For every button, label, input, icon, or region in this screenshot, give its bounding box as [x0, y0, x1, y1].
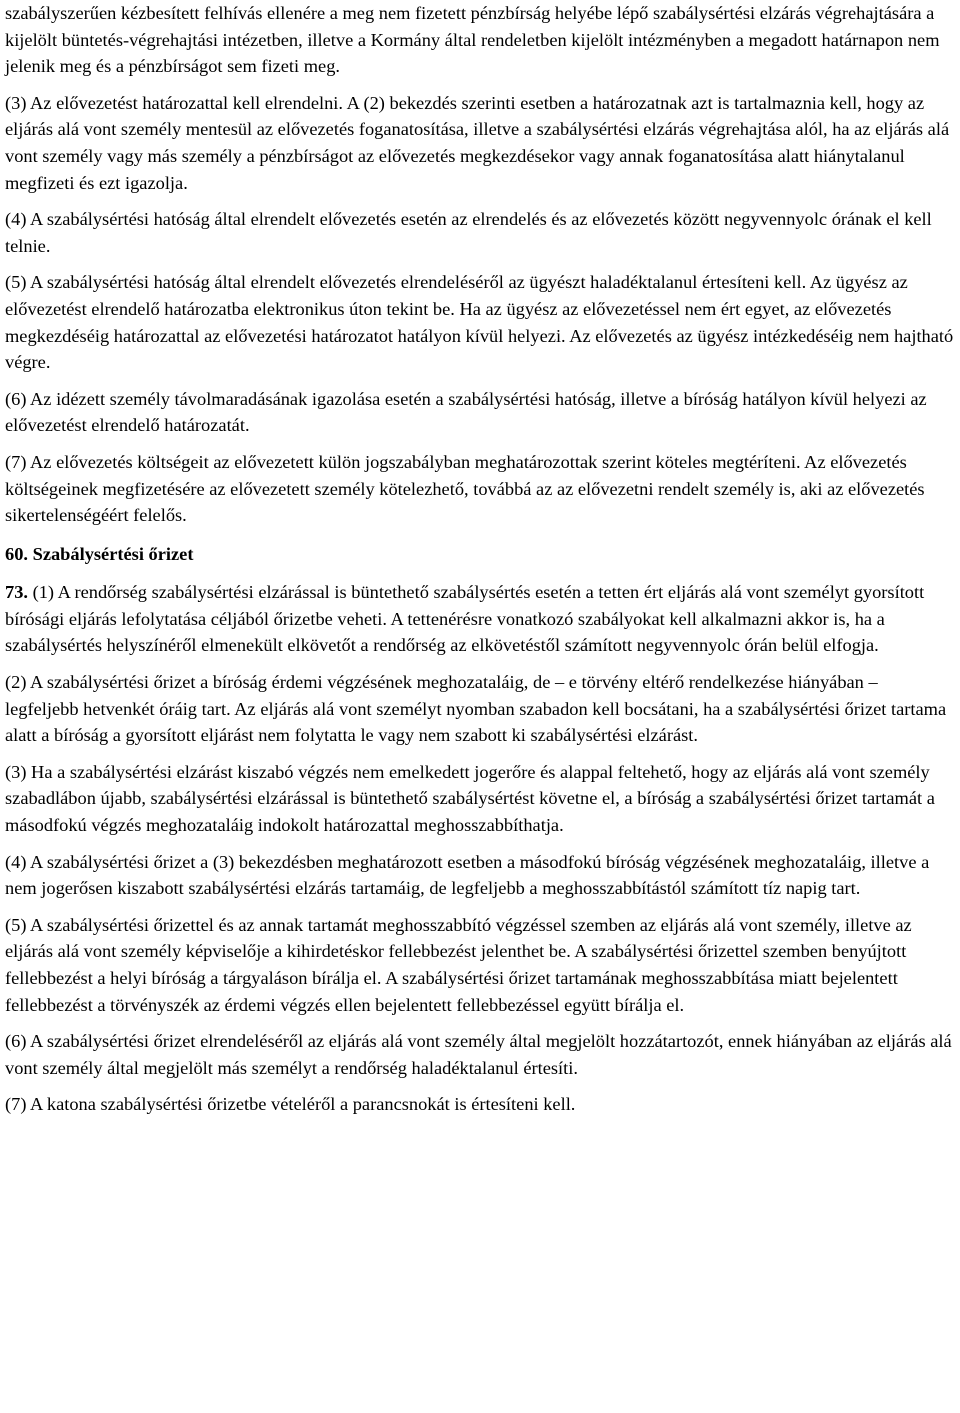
section-73-paragraph-1-text: (1) A rendőrség szabálysértési elzárással is büntethető szabálysértés esetén a tetten ért eljárás alá vont személyt gyorsított bírósági eljárás lefolytatása céljából őrizetbe veheti. A tettenérésre vonatkozó szabályokat kell alkalmazni akkor is, ha a szabálysértés helyszínéről elmenekült elkövetőt a rendőrség az elkövetéstől számított negyvennyolc órán belül elfogja.: [5, 582, 925, 656]
section-73-paragraph-2: (2) A szabálysértési őrizet a bíróság érdemi végzésének meghozataláig, de – e törvény eltérő rendelkezése hiányában – legfeljebb hetvenkét óráig tart. Az eljárás alá vont személyt nyomban szabadon kell bocsátani, ha a szabálysértési őrizet tartama alatt a bíróság a gyorsított eljárást nem folytatta le vagy nem szabott ki szabálysértési elzárást.: [5, 672, 947, 746]
paragraph-3: (3) Az elővezetést határozattal kell elrendelni. A (2) bekezdés szerinti esetben a határozatnak azt is tartalmaznia kell, hogy az eljárás alá vont személy mentesül az elővezetés foganatosítása, illetve a szabálysértési elzárás végrehajtása alól, ha az eljárás alá vont személy vagy más személy a pénzbírságot az elővezetés megkezdésekor vagy annak foganatosítása alatt hiánytalanul megfizeti és ezt igazolja.: [5, 92, 950, 193]
paragraph-7: (7) Az elővezetés költségeit az elővezetett külön jogszabályban meghatározottak szerint köteles megtéríteni. Az elővezetés költségeinek megfizetésére az elővezetett személy kötelezhető, továbbá az az elővezetni rendelt személy is, aki az elővezetés sikertelenségéért felelős.: [5, 451, 925, 526]
section-73-paragraph-3: (3) Ha a szabálysértési elzárást kiszabó végzés nem emelkedett jogerőre és alappal feltehető, hogy az eljárás alá vont személy szabadlábon újabb, szabálysértési elzárással is büntethető szabálysértést követne el, a bíróság a szabálysértési őrizet tartamát a másodfokú végzés meghozataláig indokolt határozattal meghosszabbíthatja.: [5, 761, 935, 836]
paragraph-4: (4) A szabálysértési hatóság által elrendelt elővezetés esetén az elrendelés és az elővezetés között negyvennyolc órának el kell telnie.: [5, 209, 932, 256]
section-73-paragraph-7: (7) A katona szabálysértési őrizetbe vételéről a parancsnokát is értesíteni kell.: [5, 1094, 576, 1115]
section-heading: 60. Szabálysértési őrizet: [5, 543, 194, 564]
section-73-paragraph-1: [5, 579, 955, 659]
paragraph-intro: szabályszerűen kézbesített felhívás ellenére a meg nem fizetett pénzbírság helyébe lépő szabálysértési elzárás végrehajtására a kijelölt büntetés-végrehajtási intézetben, illetve a Kormány által rendeletben kijelölt intézményben a megadott határnapon nem jelenik meg és a pénzbírságot sem fizeti meg.: [5, 3, 940, 77]
section-73-paragraph-6: (6) A szabálysértési őrizet elrendeléséről az eljárás alá vont személy által megjelölt hozzátartozót, ennek hiányában az eljárás alá vont személy által megjelölt más személyt a rendőrség haladéktalanul értesíti.: [5, 1031, 952, 1078]
section-73-paragraph-5: (5) A szabálysértési őrizettel és az annak tartamát meghosszabbító végzéssel szemben az eljárás alá vont személy, illetve az eljárás alá vont személy képviselője a kihirdetéskor fellebbezést jelenthet be. A szabálysértési őrizettel szemben benyújtott fellebbezést a helyi bíróság a tárgyaláson bírálja el. A szabálysértési őrizet tartamának meghosszabbítása miatt bejelentett fellebbezést a törvényszék az érdemi végzés ellen bejelentett fellebbezéssel együtt bírálja el.: [5, 914, 912, 1015]
section-73-paragraph-4: (4) A szabálysértési őrizet a (3) bekezdésben meghatározott esetben a másodfokú bíróság végzésének meghozataláig, illetve a nem jogerősen kiszabott szabálysértési elzárás tartamáig, de legfeljebb a meghosszabbítástól számított tíz napig tart.: [5, 851, 930, 899]
paragraph-6: (6) Az idézett személy távolmaradásának igazolása esetén a szabálysértési hatóság, illetve a bíróság hatályon kívül helyezi az elővezetést elrendelő határozatát.: [5, 388, 927, 436]
paragraph-5: (5) A szabálysértési hatóság által elrendelt elővezetés elrendeléséről az ügyészt haladéktalanul értesíteni kell. Az ügyész az elővezetést elrendelő határozatba elektronikus úton tekint be. Ha az ügyész az elővezetéssel nem ért egyet, az elővezetés megkezdéséig határozattal az elővezetési határozatot hatályon kívül helyezi. Az elővezetés az ügyész intézkedéséig nem hajtható végre.: [5, 272, 954, 373]
section-number: 73.: [5, 582, 28, 603]
